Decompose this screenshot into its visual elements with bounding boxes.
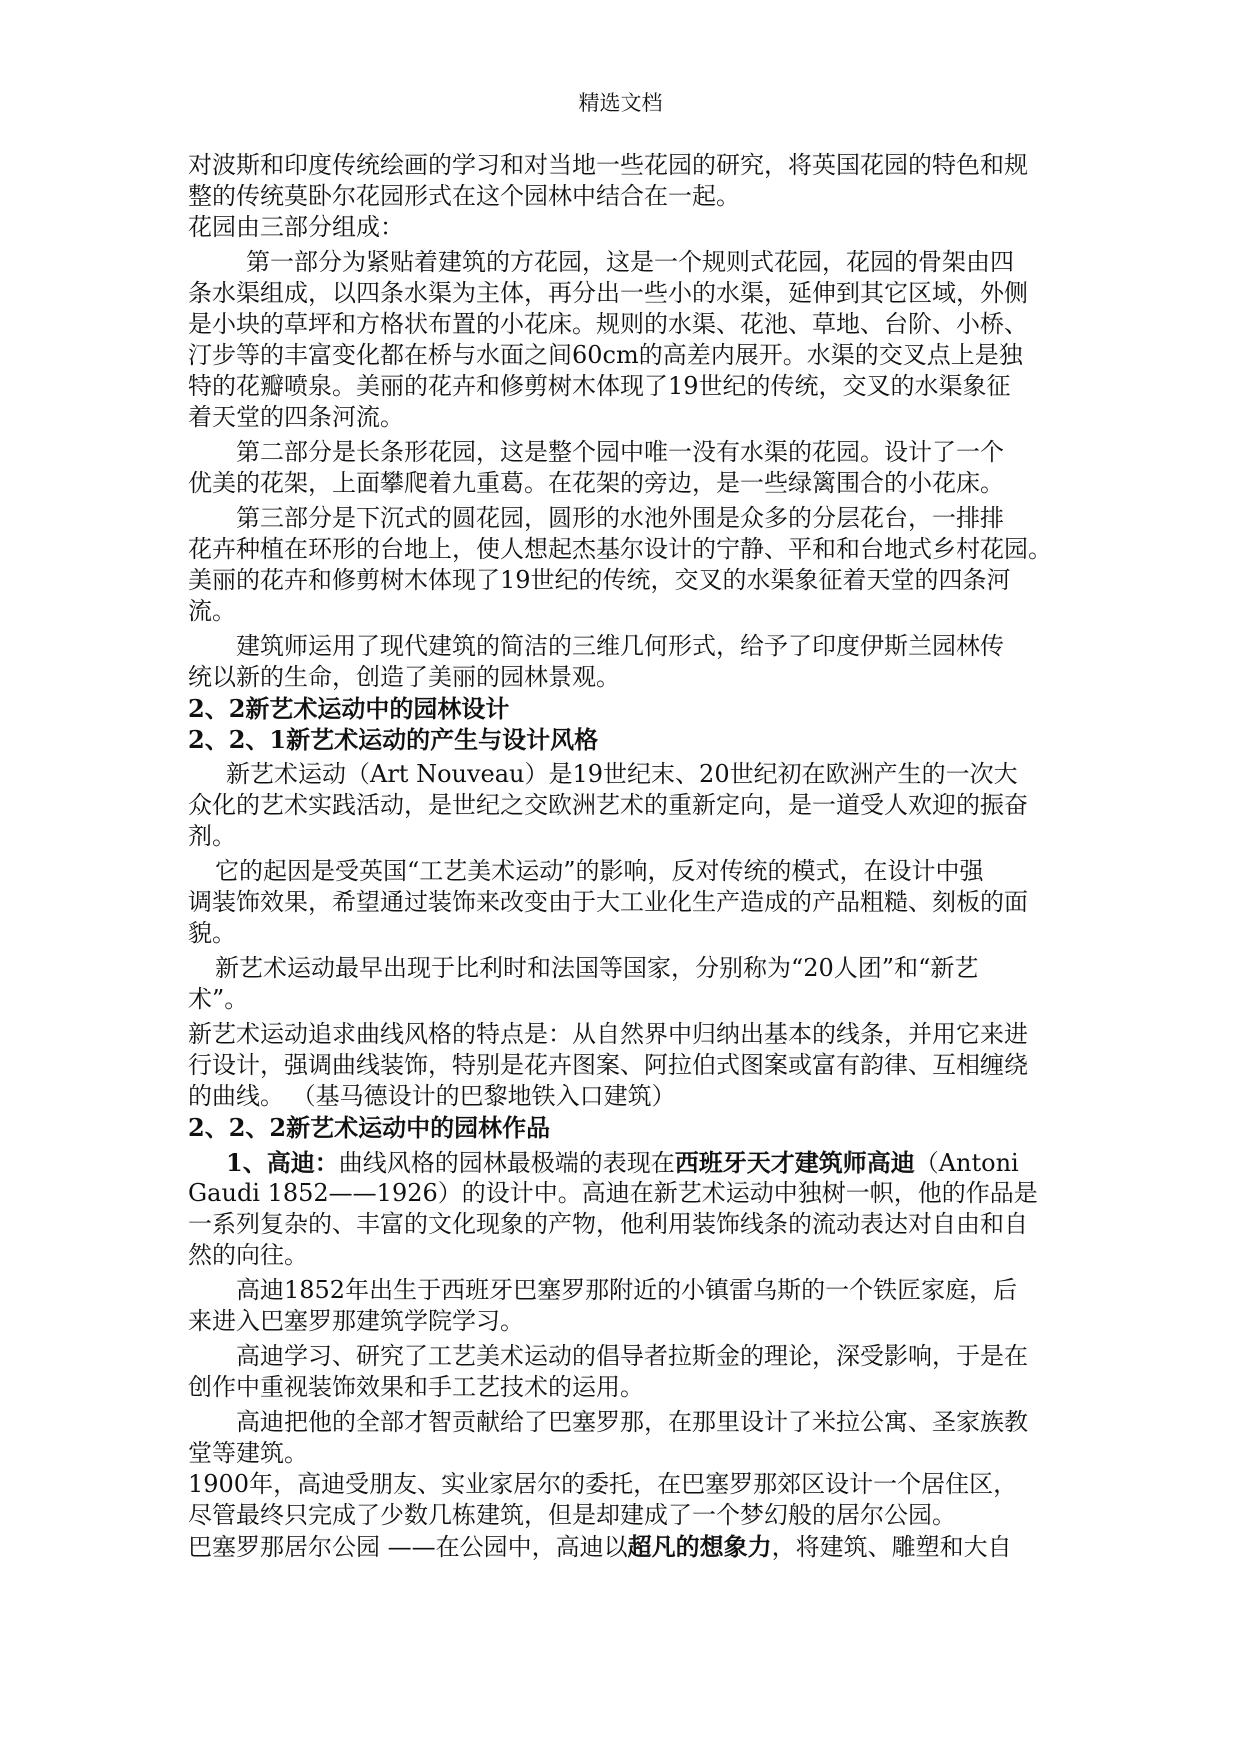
inline-text: 曲线风格的园林最极端的表现在	[338, 1149, 675, 1177]
paragraph	[188, 1469, 1063, 1531]
text-line: 统以新的生命，创造了美丽的园林景观。	[188, 663, 620, 691]
text-line: 术”。	[188, 985, 249, 1013]
inline-text: 巴塞罗那居尔公园 ——在公园中，高迪以	[188, 1533, 628, 1561]
paragraph	[188, 1275, 1063, 1337]
text-line: 美丽的花卉和修剪树木体现了19世纪的传统，交叉的水渠象征着天堂的四条河	[188, 566, 1011, 594]
text-line: 流。	[188, 597, 236, 625]
paragraph	[188, 1531, 1063, 1562]
document-body	[188, 150, 1063, 1562]
text-line	[188, 1531, 1063, 1562]
text-line: 尽管最终只完成了少数几栋建筑，但是却建成了一个梦幻般的居尔公园。	[188, 1501, 956, 1529]
bold-emphasis: 西班牙天才建筑师高迪	[674, 1148, 915, 1177]
text-line: 优美的花架，上面攀爬着九重葛。在花架的旁边，是一些绿篱围合的小花床。	[188, 469, 1004, 497]
text-line: 花园由三部分组成：	[188, 213, 404, 241]
text-line: 众化的艺术实践活动，是世纪之交欧洲艺术的重新定向，是一道受人欢迎的振奋	[188, 791, 1028, 819]
text-line	[188, 1147, 1063, 1178]
text-line: 条水渠组成，以四条水渠为主体，再分出一些小的水渠，延伸到其它区域，外侧	[188, 279, 1028, 307]
paragraph	[188, 503, 1063, 627]
text-line: 剂。	[188, 822, 236, 850]
paragraph	[188, 212, 1063, 243]
text-line: 花卉种植在环形的台地上，使人想起杰基尔设计的宁静、平和和台地式乡村花园。	[188, 535, 1052, 563]
paragraph	[188, 856, 1063, 949]
text-line: 高迪1852年出生于西班牙巴塞罗那附近的小镇雷乌斯的一个铁匠家庭，后	[236, 1276, 1018, 1304]
paragraph	[188, 631, 1063, 693]
text-line: 来进入巴塞罗那建筑学院学习。	[188, 1307, 524, 1335]
text-line: 堂等建筑。	[188, 1439, 308, 1467]
paragraph	[188, 1407, 1063, 1469]
bold-lead: 1、高迪：	[226, 1148, 339, 1177]
paragraph	[188, 247, 1063, 433]
text-line: 汀步等的丰富变化都在桥与水面之间60cm的高差内展开。水渠的交叉点上是独	[188, 341, 1023, 369]
paragraph	[188, 150, 1063, 212]
paragraph	[188, 1147, 1063, 1271]
text-line: 对波斯和印度传统绘画的学习和对当地一些花园的研究，将英国花园的特色和规	[188, 151, 1028, 179]
text-line: 高迪学习、研究了工艺美术运动的倡导者拉斯金的理论，深受影响，于是在	[236, 1342, 1028, 1370]
paragraph	[188, 437, 1063, 499]
text-line: 是小块的草坪和方格状布置的小花床。规则的水渠、花池、草地、台阶、小桥、	[188, 310, 1028, 338]
paragraph	[188, 1341, 1063, 1403]
text-line: 新艺术运动（Art Nouveau）是19世纪末、20世纪初在欧洲产生的一次大	[226, 760, 1018, 788]
subsection-heading: 2、2、1新艺术运动的产生与设计风格	[188, 725, 599, 754]
text-line: 建筑师运用了现代建筑的简洁的三维几何形式，给予了印度伊斯兰园林传	[236, 632, 1004, 660]
text-line: 着天堂的四条河流。	[188, 403, 404, 431]
text-line: 第三部分是下沉式的圆花园，圆形的水池外围是众多的分层花台，一排排	[236, 504, 1004, 532]
text-line: 第二部分是长条形花园，这是整个园中唯一没有水渠的花园。设计了一个	[236, 438, 1004, 466]
text-line: 的曲线。 （基马德设计的巴黎地铁入口建筑）	[188, 1082, 676, 1110]
text-line: 新艺术运动最早出现于比利时和法国等国家，分别称为“20人团”和“新艺	[215, 954, 979, 982]
text-line: 然的向往。	[188, 1241, 308, 1269]
inline-text: （Antoni	[914, 1149, 1019, 1177]
text-line: 新艺术运动追求曲线风格的特点是：从自然界中归纳出基本的线条，并用它来进	[188, 1020, 1028, 1048]
paragraph	[188, 1019, 1063, 1112]
page-header: 精选文档	[578, 91, 663, 115]
text-line: 特的花瓣喷泉。美丽的花卉和修剪树木体现了19世纪的传统，交叉的水渠象征	[188, 372, 1011, 400]
text-line: 貌。	[188, 919, 236, 947]
section-heading: 2、2新艺术运动中的园林设计	[188, 694, 510, 723]
text-line: 第一部分为紧贴着建筑的方花园，这是一个规则式花园，花园的骨架由四	[246, 248, 1014, 276]
subsection-heading: 2、2、2新艺术运动中的园林作品	[188, 1113, 551, 1142]
paragraph	[188, 759, 1063, 852]
text-line: 1900年，高迪受朋友、实业家居尔的委托，在巴塞罗那郊区设计一个居住区，	[188, 1470, 1018, 1498]
text-line: 创作中重视装饰效果和手工艺技术的运用。	[188, 1373, 644, 1401]
text-line: 它的起因是受英国“工艺美术运动”的影响，反对传统的模式，在设计中强	[215, 857, 984, 885]
text-line: 一系列复杂的、丰富的文化现象的产物，他利用装饰线条的流动表达对自由和自	[188, 1210, 1028, 1238]
paragraph	[188, 953, 1063, 1015]
text-line: Gaudi 1852——1926）的设计中。高迪在新艺术运动中独树一帜，他的作品是	[188, 1179, 1038, 1207]
text-line: 整的传统莫卧尔花园形式在这个园林中结合在一起。	[188, 182, 740, 210]
text-line: 高迪把他的全部才智贡献给了巴塞罗那，在那里设计了米拉公寓、圣家族教	[236, 1408, 1028, 1436]
text-line: 行设计，强调曲线装饰，特别是花卉图案、阿拉伯式图案或富有韵律、互相缠绕	[188, 1051, 1028, 1079]
bold-emphasis: 超凡的想象力	[627, 1532, 772, 1561]
text-line: 调装饰效果，希望通过装饰来改变由于大工业化生产造成的产品粗糙、刻板的面	[188, 888, 1028, 916]
inline-text: ，将建筑、雕塑和大自	[771, 1533, 1012, 1561]
